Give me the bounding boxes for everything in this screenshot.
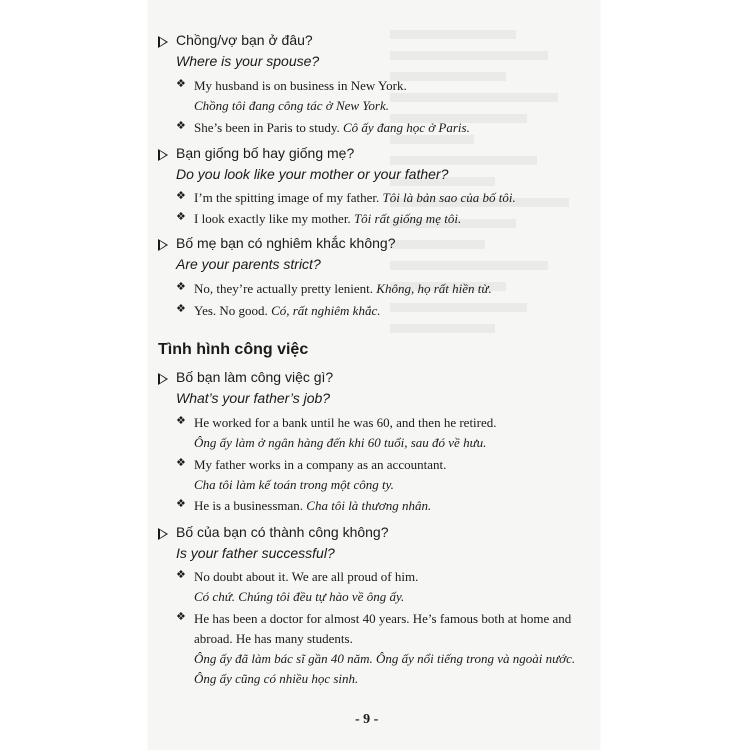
- diamond-bullet-icon: ❖: [176, 280, 186, 293]
- diamond-bullet-icon: ❖: [176, 568, 186, 581]
- page-number: - 9 -: [355, 712, 379, 727]
- diamond-bullet-icon: ❖: [176, 497, 186, 510]
- answer-vn: Không, họ rất hiền từ.: [376, 281, 492, 296]
- answer-en: No doubt about it. We are all proud of him.: [194, 569, 419, 584]
- answer-vn: Có chứ. Chúng tôi đều tự hào về ông ấy.: [194, 589, 405, 604]
- answer-vn: Chồng tôi đang công tác ở New York.: [194, 98, 389, 113]
- triangle-bullet-icon: [158, 528, 168, 540]
- question-en: Is your father successful?: [176, 545, 335, 561]
- diamond-bullet-icon: ❖: [176, 610, 186, 623]
- diamond-bullet-icon: ❖: [176, 456, 186, 469]
- answer-vn: Ông ấy đã làm bác sĩ gần 40 năm. Ông ấy nổi tiếng trong và ngoài nước. Ông ấy cũng có nhiều học sinh.: [194, 651, 576, 686]
- answer-vn: Ông ấy làm ở ngân hàng đến khi 60 tuổi, sau đó về hưu.: [194, 435, 487, 450]
- question-en: Do you look like your mother or your father?: [176, 166, 449, 182]
- triangle-bullet-icon: [158, 239, 168, 251]
- question-vn: Bố của bạn có thành công không?: [176, 524, 389, 540]
- diamond-bullet-icon: ❖: [176, 77, 186, 90]
- answer-vn: Cha tôi là thương nhân.: [306, 498, 432, 513]
- answer-en: No, they’re actually pretty lenient.: [194, 281, 374, 296]
- triangle-bullet-icon: [158, 149, 168, 161]
- question-en: Where is your spouse?: [176, 53, 320, 69]
- answer-en: My father works in a company as an accountant.: [194, 457, 447, 472]
- answer-vn: Có, rất nghiêm khắc.: [271, 303, 381, 318]
- answer-vn: Cha tôi làm kế toán trong một công ty.: [194, 477, 394, 492]
- diamond-bullet-icon: ❖: [176, 210, 186, 223]
- answer-en: I’m the spitting image of my father.: [194, 190, 380, 205]
- answer-en: She’s been in Paris to study.: [194, 120, 340, 135]
- diamond-bullet-icon: ❖: [176, 414, 186, 427]
- answer-en: I look exactly like my mother.: [194, 211, 351, 226]
- question-en: Are your parents strict?: [176, 256, 321, 272]
- diamond-bullet-icon: ❖: [176, 302, 186, 315]
- triangle-bullet-icon: [158, 36, 168, 48]
- answer-en: He worked for a bank until he was 60, and then he retired.: [194, 415, 497, 430]
- answer-vn: Cô ấy đang học ở Paris.: [343, 120, 470, 135]
- diamond-bullet-icon: ❖: [176, 189, 186, 202]
- question-vn: Bố bạn làm công việc gì?: [176, 369, 334, 385]
- answer-en: He is a businessman.: [194, 498, 304, 513]
- question-en: What’s your father’s job?: [176, 390, 331, 406]
- answer-en: Yes. No good.: [194, 303, 268, 318]
- answer-vn: Tôi là bản sao của bố tôi.: [382, 190, 516, 205]
- diamond-bullet-icon: ❖: [176, 119, 186, 132]
- answer-en: My husband is on business in New York.: [194, 78, 407, 93]
- question-vn: Bố mẹ bạn có nghiêm khắc không?: [176, 235, 396, 251]
- answer-en: He has been a doctor for almost 40 years. He’s famous both at home and abroad. He has many students.: [194, 611, 572, 646]
- question-vn: Chồng/vợ bạn ở đâu?: [176, 32, 313, 48]
- triangle-bullet-icon: [158, 373, 168, 385]
- section-heading: Tình hình công việc: [158, 341, 309, 358]
- answer-vn: Tôi rất giống mẹ tôi.: [353, 211, 462, 226]
- question-vn: Bạn giống bố hay giống mẹ?: [176, 145, 355, 161]
